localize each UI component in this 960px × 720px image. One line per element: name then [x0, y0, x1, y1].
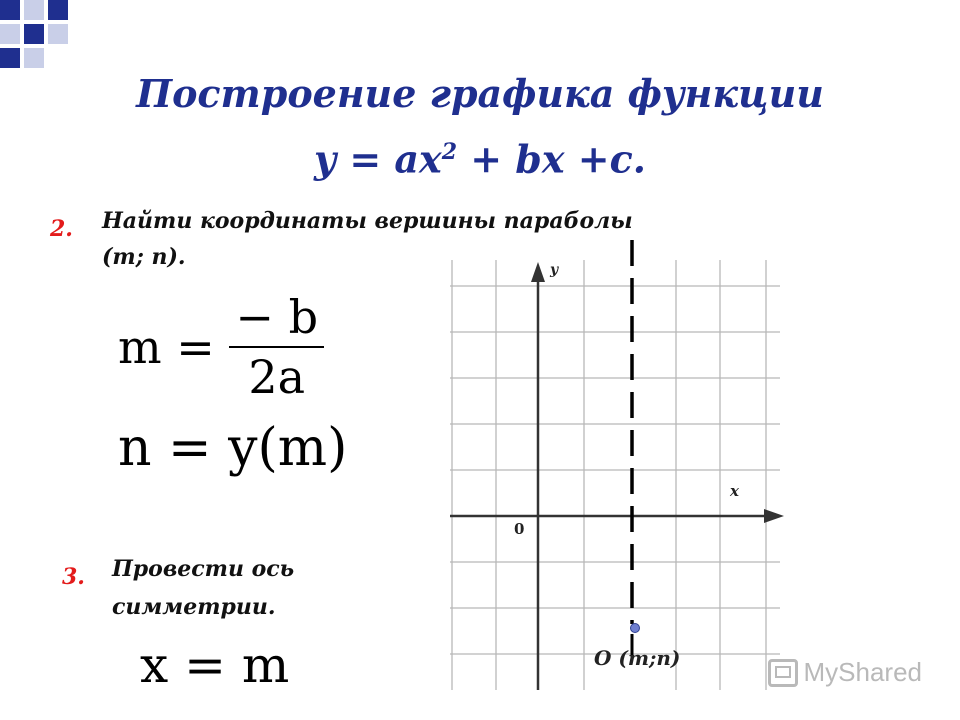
step-text-2-line1: Найти координаты вершины параболы: [102, 208, 633, 234]
step-number-3: 3.: [62, 564, 85, 590]
formula-m-numerator: − b: [235, 290, 319, 344]
watermark-logo: [768, 657, 923, 688]
formula-x: x = m: [140, 636, 290, 694]
grid-lines: [450, 260, 780, 690]
x-axis-label: x: [730, 482, 739, 500]
step-text-2-line2: (m; n).: [102, 244, 186, 270]
step-text-3-line2: симметрии.: [112, 594, 276, 620]
y-axis-arrow: [531, 262, 545, 282]
title-formula-suffix: + bx +c.: [457, 136, 646, 182]
formula-m-denominator: 2a: [248, 350, 306, 404]
vertex-label: O (m;n): [594, 646, 681, 670]
watermark-text: MyShared: [803, 657, 922, 687]
formula-m-lhs: m =: [118, 320, 215, 374]
vertex-point: [631, 624, 640, 633]
presentation-icon: [768, 659, 798, 687]
step-number-2: 2.: [50, 216, 73, 242]
x-axis-arrow: [764, 509, 784, 523]
step-text-3-line1: Провести ось: [112, 556, 295, 582]
formula-n: n = y(m): [118, 418, 348, 478]
y-axis-label: y: [550, 262, 559, 278]
slide-title-line1: Построение графика функции: [136, 71, 824, 116]
title-formula-prefix: y = ax: [314, 136, 442, 182]
title-formula-exponent: 2: [441, 139, 457, 165]
origin-label: 0: [514, 520, 525, 538]
